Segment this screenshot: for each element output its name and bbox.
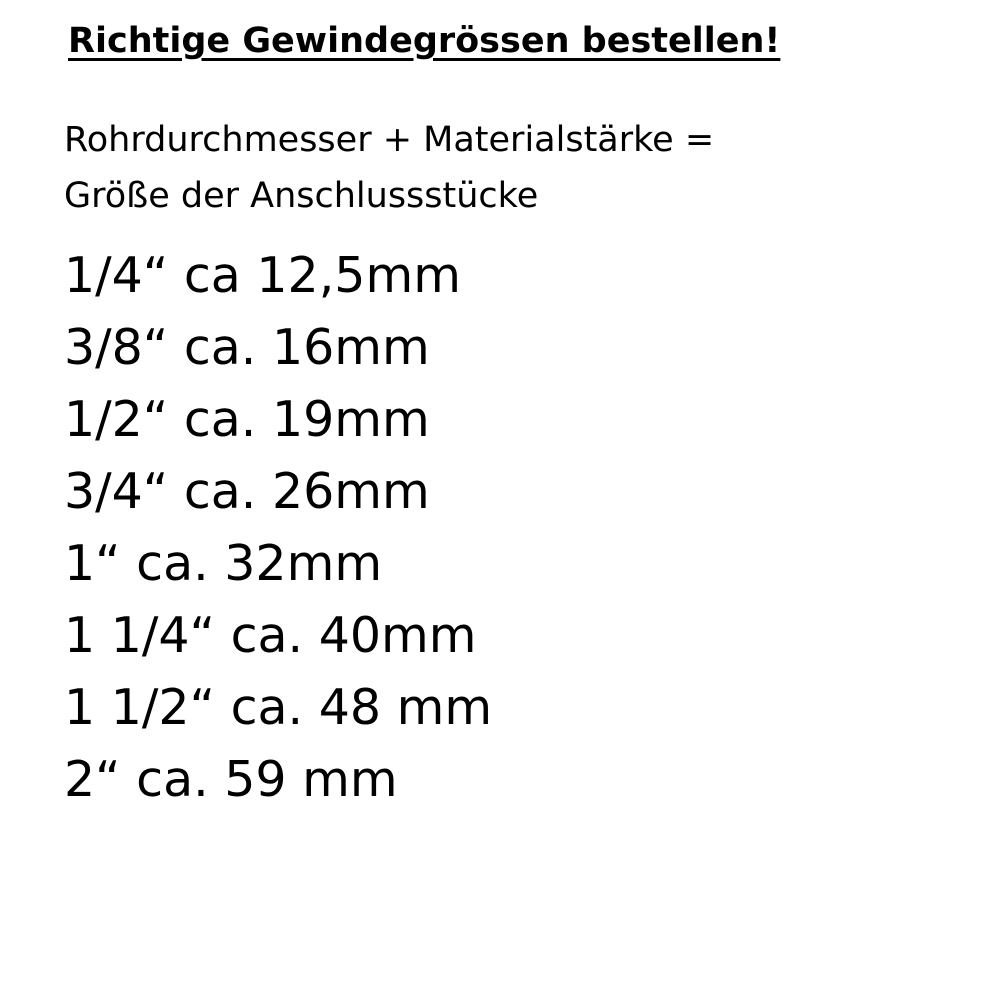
list-item: 1/4“ ca 12,5mm <box>64 247 461 304</box>
list-item: 1“ ca. 32mm <box>64 535 383 593</box>
list-item: 3/8“ ca. 16mm <box>64 319 430 377</box>
size-list <box>64 240 492 816</box>
list-item: 1 1/2“ ca. 48 mm <box>64 679 493 737</box>
formula-block <box>64 112 954 224</box>
list-item: 3/4“ ca. 26mm <box>64 463 430 521</box>
list-item: 2“ ca. 59 mm <box>64 751 398 809</box>
formula-line-2: Größe der Anschlussstücke <box>64 176 539 216</box>
page-title: Richtige Gewindegrössen bestellen! <box>68 21 781 61</box>
list-item: 1/2“ ca. 19mm <box>64 391 430 449</box>
list-item: 1 1/4“ ca. 40mm <box>64 607 477 665</box>
formula-line-1: Rohrdurchmesser + Materialstärke = <box>64 120 715 160</box>
